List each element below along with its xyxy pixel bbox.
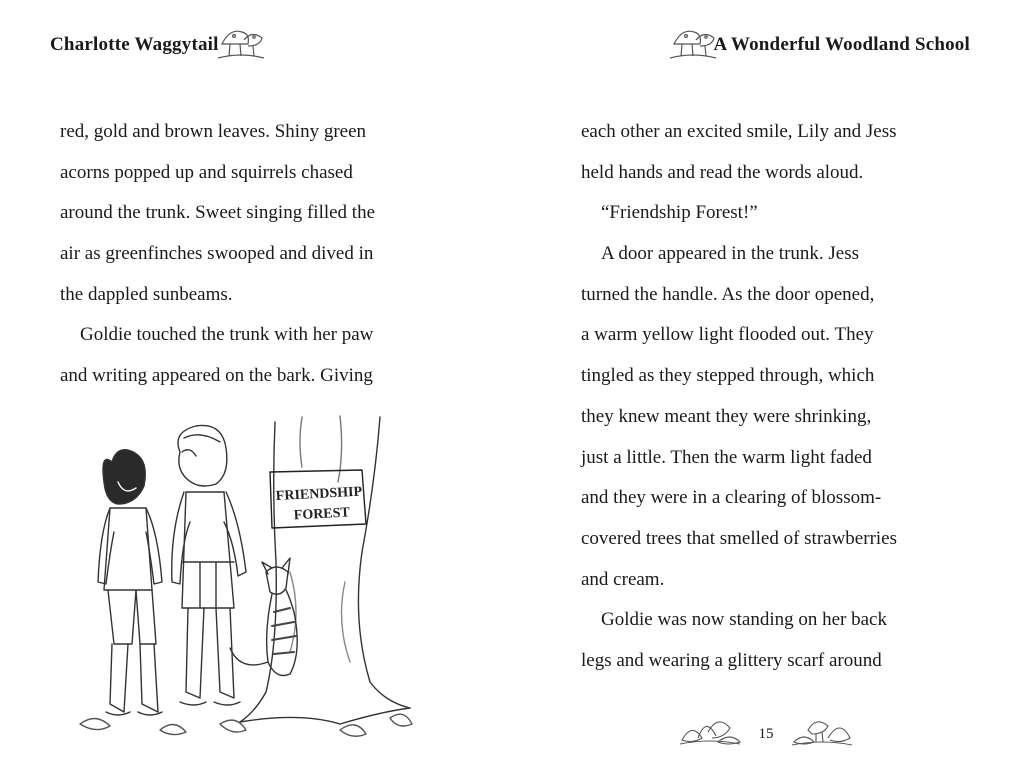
right-running-head: A Wonderful Woodland School — [713, 34, 970, 55]
text-line: A door appeared in the trunk. Jess — [601, 243, 860, 265]
page-footer — [510, 708, 1020, 758]
right-page — [510, 0, 1020, 783]
text-line: and they were in a clearing of blossom- — [581, 487, 882, 509]
sign-text-line2: FOREST — [293, 505, 351, 524]
page-number: 15 — [758, 726, 774, 742]
text-line: red, gold and brown leaves. Shiny green — [60, 121, 367, 142]
text-line: air as greenfinches swooped and dived in — [60, 243, 374, 265]
mushroom-leaf-ornament-icon — [790, 708, 854, 748]
girls-and-cat-at-tree-illustration — [40, 412, 440, 752]
text-line: around the trunk. Sweet singing filled the — [60, 202, 376, 224]
text-line: they knew meant they were shrinking, — [581, 405, 872, 427]
left-running-head: Charlotte Waggytail — [50, 34, 219, 55]
mushroom-ornament-icon — [216, 24, 266, 62]
text-line: “Friendship Forest!” — [601, 202, 758, 224]
text-line: tingled as they stepped through, which — [581, 365, 875, 387]
sign-text-line1: FRIENDSHIP — [275, 484, 363, 505]
mushroom-ornament-icon — [668, 24, 718, 62]
text-line: just a little. Then the warm light faded — [581, 446, 872, 468]
left-body-text — [60, 112, 470, 397]
text-line: legs and wearing a glittery scarf around — [581, 649, 882, 671]
text-line: covered trees that smelled of strawberries — [581, 527, 898, 549]
text-line: the dappled sunbeams. — [60, 283, 233, 305]
text-line: a warm yellow light flooded out. They — [581, 324, 874, 346]
text-line: Goldie was now standing on her back — [601, 609, 887, 631]
text-line: turned the handle. As the door opened, — [581, 283, 875, 305]
text-line: each other an excited smile, Lily and Jess — [581, 121, 897, 142]
leaf-ornament-icon — [678, 708, 742, 748]
text-line: held hands and read the words aloud. — [581, 161, 864, 183]
right-body-text — [581, 112, 991, 682]
text-line: Goldie touched the trunk with her paw — [80, 324, 374, 346]
text-line: and writing appeared on the bark. Giving — [60, 365, 373, 387]
text-line: and cream. — [581, 568, 665, 590]
text-line: acorns popped up and squirrels chased — [60, 161, 353, 183]
